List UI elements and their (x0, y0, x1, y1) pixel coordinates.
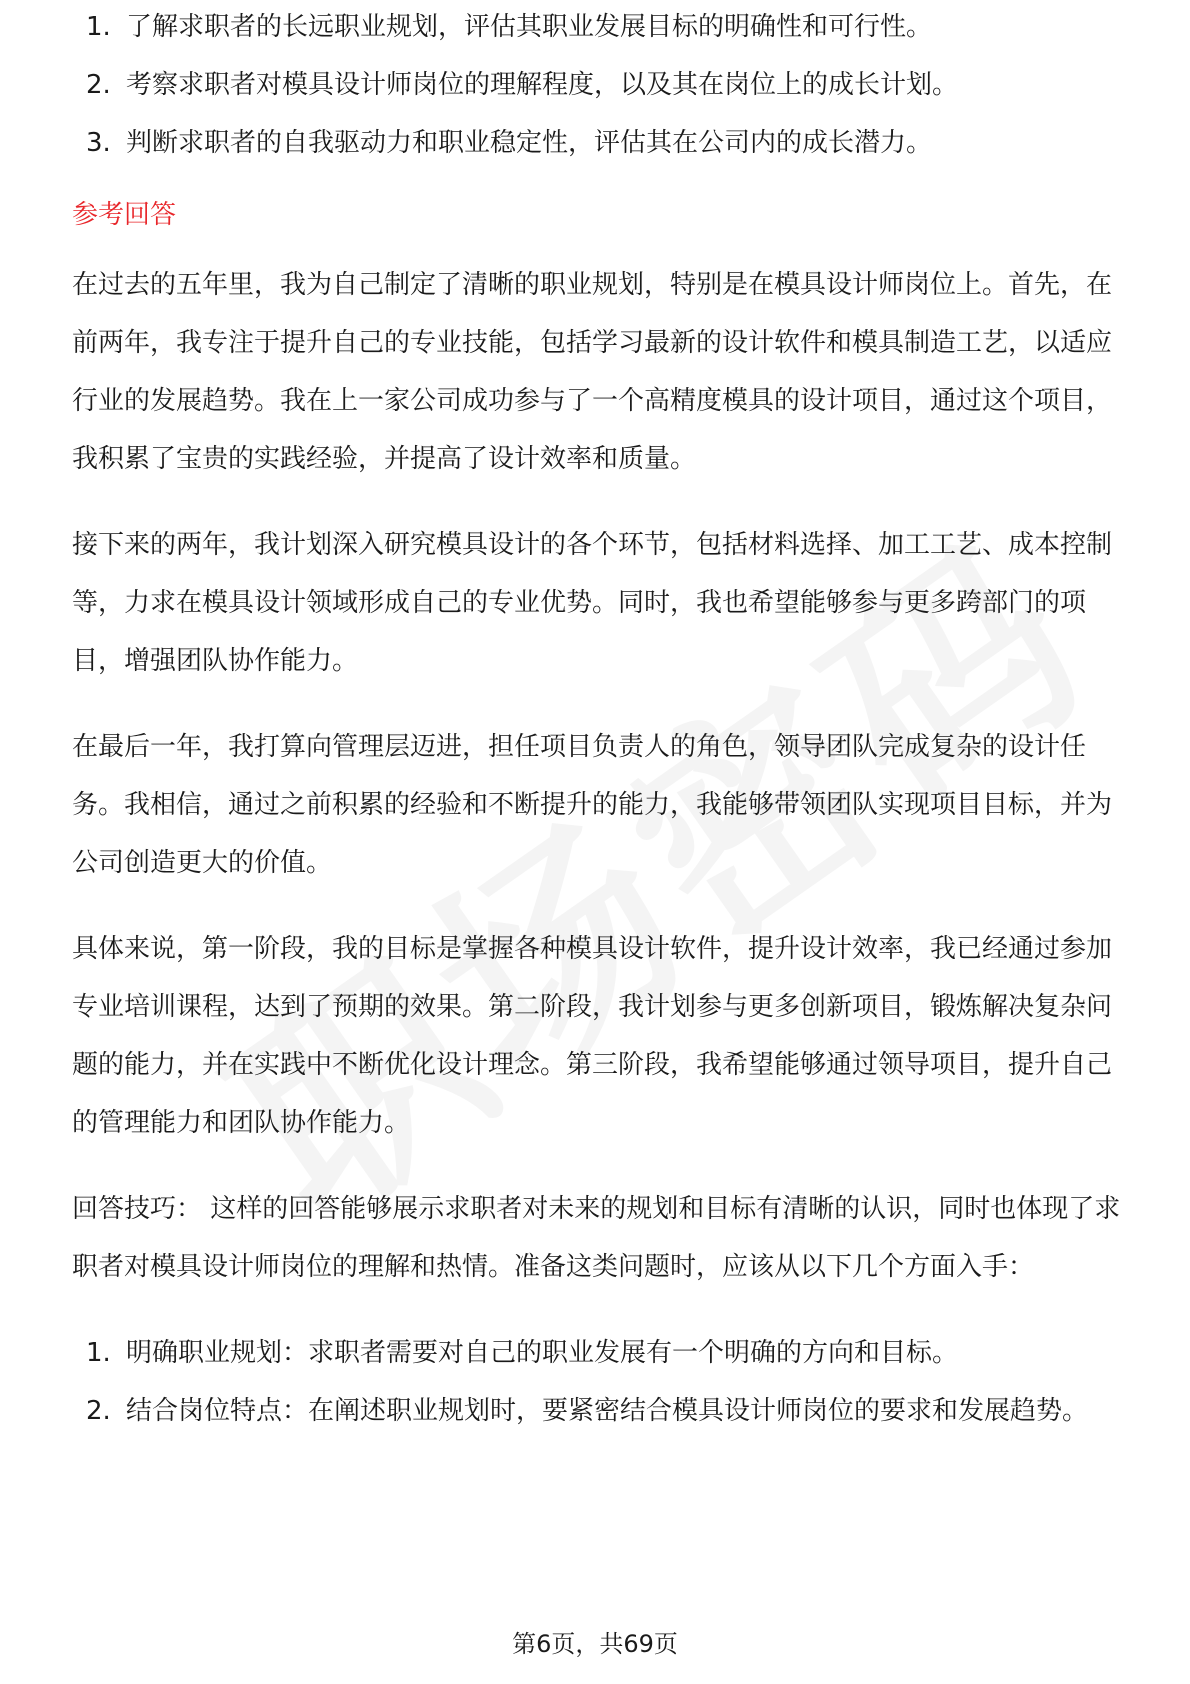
list-number: 2. (86, 70, 111, 100)
tips-list (72, 1324, 1122, 1440)
answer-paragraph: 在过去的五年里，我为自己制定了清晰的职业规划，特别是在模具设计师岗位上。首先，在前两年，我专注于提升自己的专业技能，包括学习最新的设计软件和模具制造工艺，以适应行业的发展趋势。我在上一家公司成功参与了一个高精度模具的设计项目，通过这个项目，我积累了宝贵的实践经验，并提高了设计效率和质量。 (72, 270, 1113, 474)
answer-paragraph: 在最后一年，我打算向管理层迈进，担任项目负责人的角色，领导团队完成复杂的设计任务。我相信，通过之前积累的经验和不断提升的能力，我能够带领团队实现项目目标，并为公司创造更大的价值。 (72, 732, 1113, 878)
list-number: 2. (86, 1396, 111, 1426)
list-number: 3. (86, 128, 111, 158)
intent-list (72, 12, 1122, 172)
answer-tips-paragraph: 回答技巧： 这样的回答能够展示求职者对未来的规划和目标有清晰的认识，同时也体现了求职者对模具设计师岗位的理解和热情。准备这类问题时，应该从以下几个方面入手： (72, 1194, 1121, 1282)
list-item (72, 1382, 1122, 1440)
list-item-text: 明确职业规划：求职者需要对自己的职业发展有一个明确的方向和目标。 (126, 1338, 959, 1368)
list-number: 1. (86, 12, 111, 42)
list-item-text: 判断求职者的自我驱动力和职业稳定性，评估其在公司内的成长潜力。 (126, 128, 933, 158)
answer-paragraph: 接下来的两年，我计划深入研究模具设计的各个环节，包括材料选择、加工工艺、成本控制等，力求在模具设计领域形成自己的专业优势。同时，我也希望能够参与更多跨部门的项目，增强团队协作能力。 (72, 530, 1113, 676)
answer-paragraph: 具体来说，第一阶段，我的目标是掌握各种模具设计软件，提升设计效率，我已经通过参加专业培训课程，达到了预期的效果。第二阶段，我计划参与更多创新项目，锻炼解决复杂问题的能力，并在实践中不断优化设计理念。第三阶段，我希望能够通过领导项目，提升自己的管理能力和团队协作能力。 (72, 934, 1113, 1138)
list-number: 1. (86, 1338, 111, 1368)
page-content (72, 12, 1122, 1440)
list-item (72, 1324, 1122, 1382)
list-item (72, 12, 1122, 56)
list-item-text: 考察求职者对模具设计师岗位的理解程度，以及其在岗位上的成长计划。 (126, 70, 959, 100)
list-item (72, 56, 1122, 114)
list-item-text: 结合岗位特点：在阐述职业规划时，要紧密结合模具设计师岗位的要求和发展趋势。 (126, 1396, 1089, 1426)
list-item-text: 了解求职者的长远职业规划，评估其职业发展目标的明确性和可行性。 (126, 12, 933, 42)
page-number-footer: 第6页，共69页 (512, 1630, 678, 1658)
section-title-reference-answer: 参考回答 (72, 200, 177, 230)
list-item (72, 114, 1122, 172)
